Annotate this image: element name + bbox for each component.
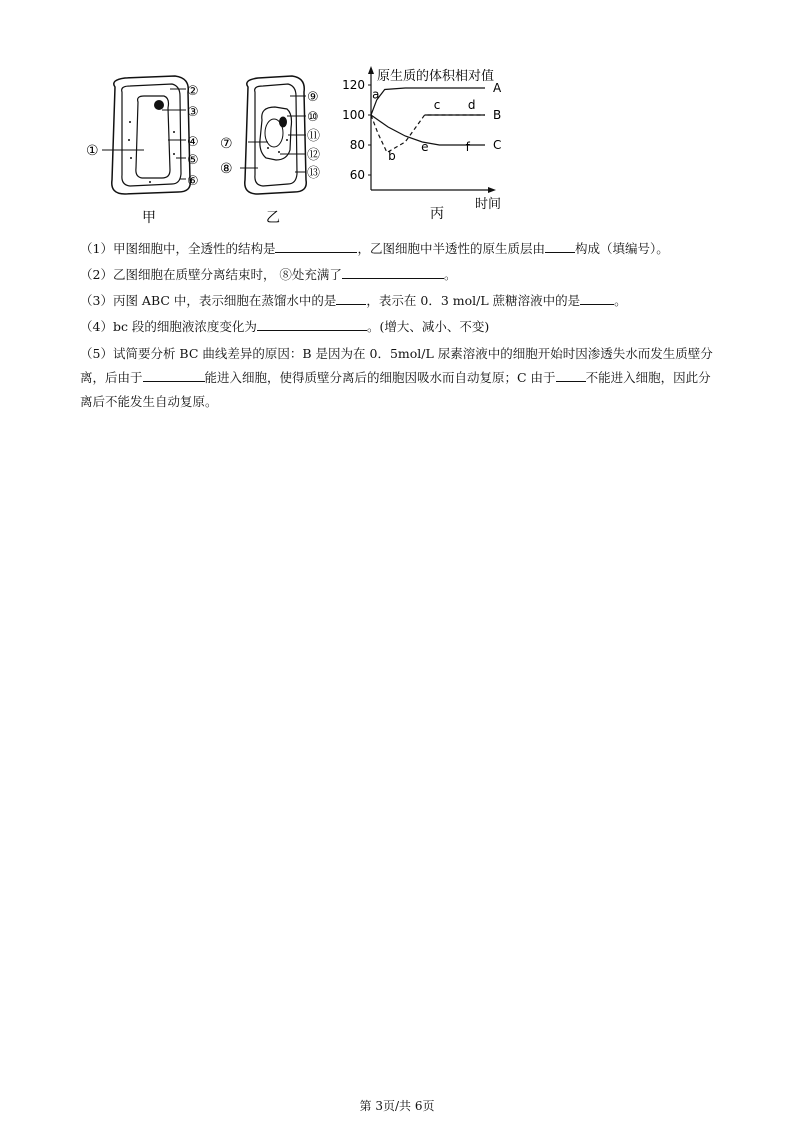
point-label-b: b: [388, 149, 396, 163]
y-tick-label: 100: [342, 108, 365, 122]
point-label-a: a: [372, 87, 380, 102]
yi-label-12: ⑫: [307, 148, 321, 163]
point-label-d: d: [467, 98, 476, 112]
q2-blank-1[interactable]: [342, 266, 444, 279]
q5-blank-1[interactable]: [143, 369, 205, 382]
line-chart-bing: [342, 66, 502, 193]
chart-xlabel: 时间: [475, 197, 502, 212]
jia-label-6: ⑥: [187, 174, 199, 189]
q5-text-1: （5）试简要分析 BC 曲线差异的原因：B 是因为在 0．5mol/L 尿素溶液中的细胞开始时因渗透失水而发生质壁分离，后由于: [80, 346, 713, 385]
jia-label-1: ①: [86, 143, 99, 159]
q4-text-1: （4）bc 段的细胞液浓度变化为: [80, 319, 257, 334]
chart-ylabel: 原生质的体积相对值: [377, 69, 495, 84]
jia-label-5: ⑤: [187, 153, 199, 168]
q3-text-2: ，表示在 0．3 mol/L 蔗糖溶液中的是: [366, 293, 581, 308]
point-label-c: c: [433, 98, 441, 112]
jia-label-2: ②: [187, 84, 199, 99]
yi-label-8: ⑧: [220, 161, 233, 177]
q1-blank-1[interactable]: [275, 240, 357, 253]
question-5: [80, 342, 720, 414]
point-label-f: f: [465, 140, 470, 154]
y-tick-label: 80: [349, 138, 365, 152]
cell-yi-diagram: [240, 76, 306, 194]
jia-label-3: ③: [187, 105, 199, 120]
jia-label-4: ④: [187, 135, 199, 150]
y-tick-label: 60: [349, 168, 365, 182]
point-label-e: e: [421, 140, 429, 154]
q4-text-2: 。(增大、减小、不变): [366, 319, 490, 334]
question-2: [80, 266, 456, 283]
yi-label-7: ⑦: [220, 136, 233, 152]
q4-blank-1[interactable]: [257, 318, 367, 331]
q1-text-2: ，乙图细胞中半透性的原生质层由: [357, 241, 545, 256]
q5-text-3: 不能进入细胞，因此分离后不能发生自动复原。: [80, 370, 711, 409]
yi-label-10: ⑩: [307, 110, 319, 125]
q3-text-3: 。: [614, 293, 627, 308]
series-label-C: C: [493, 138, 502, 152]
series-label-B: B: [493, 108, 502, 122]
bing-caption: 丙: [430, 206, 444, 222]
q3-text-1: （3）丙图 ABC 中，表示细胞在蒸馏水中的是: [80, 293, 337, 308]
page-footer: 第 3页/共 6页: [359, 1099, 435, 1113]
cell-jia-diagram: [102, 76, 190, 194]
q3-blank-2[interactable]: [580, 292, 614, 305]
q5-blank-2[interactable]: [556, 369, 586, 382]
q3-blank-1[interactable]: [336, 292, 366, 305]
question-1: [80, 240, 669, 257]
q1-text-1: （1）甲图细胞中，全透性的结构是: [80, 241, 276, 256]
jia-caption: 甲: [142, 210, 156, 226]
figures-panel: [80, 62, 520, 232]
question-3: [80, 292, 627, 309]
yi-caption: 乙: [266, 210, 280, 226]
yi-label-13: ⑬: [307, 166, 321, 181]
series-label-A: A: [493, 81, 502, 95]
question-4: [80, 318, 489, 335]
q2-text-1: （2）乙图细胞在质壁分离结束时， ⑧处充满了: [80, 267, 342, 282]
y-axis-arrow: [368, 66, 374, 74]
y-tick-label: 120: [342, 78, 365, 92]
x-axis-arrow: [488, 187, 496, 193]
q1-blank-2[interactable]: [545, 240, 575, 253]
q1-text-3: 构成（填编号）。: [574, 241, 669, 256]
q2-text-2: 。: [443, 267, 457, 282]
yi-label-11: ⑪: [307, 129, 321, 144]
yi-label-9: ⑨: [307, 90, 319, 105]
q5-text-2: 能进入细胞，使得质壁分离后的细胞因吸水而自动复原；C 由于: [204, 370, 556, 385]
